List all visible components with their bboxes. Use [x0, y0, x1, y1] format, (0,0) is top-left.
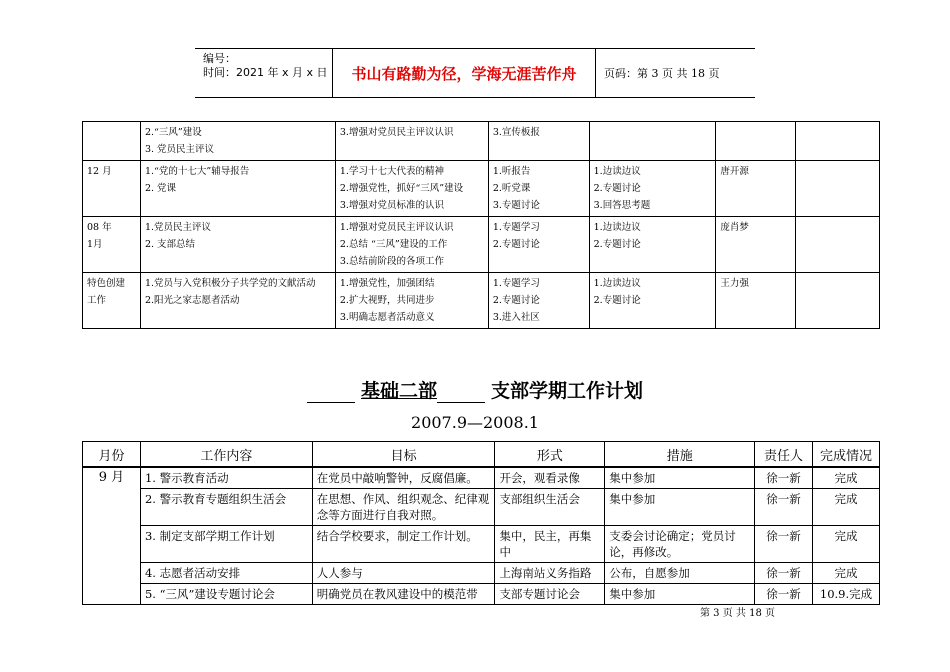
cell-form: 支部组织生活会	[495, 489, 605, 526]
cell-goal	[335, 273, 488, 329]
table-row	[83, 161, 880, 217]
cell-status	[796, 122, 880, 161]
header-page-label: 页码：第 3 页 共 18 页	[604, 67, 720, 80]
table-row	[83, 526, 880, 563]
plan-table-continued	[82, 121, 880, 329]
cell-line: 2.听党课	[492, 183, 531, 194]
cell-line: 特色创建	[87, 278, 126, 289]
cell-status: 完成	[813, 526, 880, 563]
cell-form	[488, 161, 589, 217]
table-row	[83, 273, 880, 329]
cell-line: 3. 党员民主评议	[144, 144, 215, 155]
cell-line: 1.增强党性，加强团结	[339, 278, 435, 289]
cell-line: 1.党员民主评议	[144, 222, 212, 233]
cell-line: 1.边读边议	[593, 166, 641, 177]
cell-content	[140, 161, 335, 217]
plan-period: 2007.9—2008.1	[411, 413, 539, 432]
column-header: 责任人	[755, 442, 813, 468]
cell-status	[796, 161, 880, 217]
cell-month	[83, 161, 141, 217]
cell-line: 3.专题讨论	[492, 200, 540, 211]
cell-line: 2.阳光之家志愿者活动	[144, 295, 240, 306]
cell-line: 1月	[87, 239, 103, 250]
cell-line: 2. 支部总结	[144, 239, 196, 250]
title-underline-gap	[437, 384, 485, 403]
cell-line: 3.宣传板报	[492, 127, 540, 138]
cell-status: 完成	[813, 563, 880, 584]
cell-line: 1.专题学习	[492, 222, 540, 233]
cell-person	[716, 122, 796, 161]
month-cell: 9 月	[83, 467, 141, 605]
cell-goal: 人人参与	[312, 563, 495, 584]
cell-form	[488, 122, 589, 161]
header-motto: 书山有路勤为径，学海无涯苦作舟	[333, 49, 596, 97]
page-footer: 第 3 页 共 18 页	[700, 608, 775, 619]
title-underline-lead	[307, 384, 355, 403]
cell-line: 2.专题讨论	[492, 295, 540, 306]
cell-measure	[589, 122, 716, 161]
cell-line: 1.边读边议	[593, 278, 641, 289]
cell-line: 2.专题讨论	[593, 295, 641, 306]
cell-measure	[589, 273, 716, 329]
cell-person: 徐一新	[755, 584, 813, 605]
cell-person: 徐一新	[755, 467, 813, 489]
cell-person: 徐一新	[755, 526, 813, 563]
cell-person	[716, 161, 796, 217]
cell-status: 完成	[813, 467, 880, 489]
cell-status	[796, 217, 880, 273]
cell-line: 3.总结前阶段的各项工作	[339, 256, 444, 267]
cell-form: 支部专题讨论会	[495, 584, 605, 605]
cell-measure	[589, 161, 716, 217]
table-row	[83, 467, 880, 489]
cell-line: 庞肖梦	[720, 222, 749, 233]
cell-measure: 支委会讨论确定；党员讨论，再修改。	[605, 526, 755, 563]
column-header: 形式	[495, 442, 605, 468]
cell-line: 1.专题学习	[492, 278, 540, 289]
cell-goal: 在思想、作风、组织观念、纪律观念等方面进行自我对照。	[312, 489, 495, 526]
column-header: 目标	[312, 442, 495, 468]
table-row	[83, 217, 880, 273]
cell-line: 2.专题讨论	[492, 239, 540, 250]
cell-measure: 集中参加	[605, 489, 755, 526]
cell-goal: 明确党员在教风建设中的模范带	[312, 584, 495, 605]
cell-person: 徐一新	[755, 489, 813, 526]
cell-content: 4. 志愿者活动安排	[140, 563, 312, 584]
cell-line: 2. 党课	[144, 183, 177, 194]
cell-month	[83, 273, 141, 329]
number-label: 编号：	[203, 52, 236, 65]
column-header: 月份	[83, 442, 141, 468]
cell-content	[140, 217, 335, 273]
cell-line: 1.听报告	[492, 166, 531, 177]
cell-line: 08 年	[87, 222, 112, 233]
cell-month	[83, 122, 141, 161]
cell-line: 2.增强党性，抓好“三风”建设	[339, 183, 464, 194]
cell-line: 1.边读边议	[593, 222, 641, 233]
cell-line: 2.总结 “三风”建设的工作	[339, 239, 448, 250]
cell-measure: 公布，自愿参加	[605, 563, 755, 584]
page-header	[195, 48, 755, 98]
cell-measure: 集中参加	[605, 584, 755, 605]
column-header: 措施	[605, 442, 755, 468]
table-row	[83, 489, 880, 526]
header-meta	[195, 49, 333, 97]
title-text: 支部学期工作计划	[491, 380, 644, 402]
cell-line: 12 月	[87, 166, 112, 177]
cell-goal: 在党员中敲响警钟，反腐倡廉。	[312, 467, 495, 489]
column-header: 工作内容	[140, 442, 312, 468]
cell-measure	[589, 217, 716, 273]
cell-content: 3. 制定支部学期工作计划	[140, 526, 312, 563]
cell-content	[140, 273, 335, 329]
cell-line: 2.扩大视野，共同进步	[339, 295, 435, 306]
cell-goal	[335, 161, 488, 217]
cell-form: 上海南站义务指路	[495, 563, 605, 584]
cell-line: 2.专题讨论	[593, 239, 641, 250]
cell-line: 2.“三风”建设	[144, 127, 202, 138]
cell-line: 3.明确志愿者活动意义	[339, 312, 435, 323]
cell-month	[83, 217, 141, 273]
cell-form	[488, 273, 589, 329]
cell-goal: 结合学校要求，制定工作计划。	[312, 526, 495, 563]
dept-name: 基础二部	[360, 380, 437, 402]
cell-status: 完成	[813, 489, 880, 526]
cell-line: 1.“党的十七大”辅导报告	[144, 166, 250, 177]
cell-line: 3.增强对党员标准的认识	[339, 200, 444, 211]
cell-line: 1.增强对党员民主评议认识	[339, 222, 454, 233]
cell-line: 工作	[87, 295, 107, 306]
cell-person	[716, 217, 796, 273]
cell-form	[488, 217, 589, 273]
cell-content: 2. 警示教育专题组织生活会	[140, 489, 312, 526]
cell-content: 5. “三风”建设专题讨论会	[140, 584, 312, 605]
table-row	[83, 122, 880, 161]
column-header: 完成情况	[813, 442, 880, 468]
cell-goal	[335, 217, 488, 273]
cell-form: 开会，观看录像	[495, 467, 605, 489]
cell-line: 1.学习十七大代表的精神	[339, 166, 444, 177]
cell-form: 集中，民主，再集中	[495, 526, 605, 563]
cell-line: 3.增强对党员民主评议认识	[339, 127, 454, 138]
cell-measure: 集中参加	[605, 467, 755, 489]
plan-title	[0, 376, 950, 403]
cell-content	[140, 122, 335, 161]
cell-line: 2.专题讨论	[593, 183, 641, 194]
cell-person: 徐一新	[755, 563, 813, 584]
table-row	[83, 563, 880, 584]
semester-plan-table	[82, 441, 880, 605]
cell-line: 1.党员与入党积极分子共学党的文献活动	[144, 278, 316, 289]
cell-line: 3.进入社区	[492, 312, 540, 323]
cell-line: 唐开源	[720, 166, 749, 177]
cell-goal	[335, 122, 488, 161]
date-label: 时间：2021 年 x 月 x 日	[203, 66, 328, 79]
cell-person	[716, 273, 796, 329]
cell-line: 3.回答思考题	[593, 200, 651, 211]
cell-content: 1. 警示教育活动	[140, 467, 312, 489]
cell-line: 王力强	[720, 278, 749, 289]
cell-status	[796, 273, 880, 329]
cell-status: 10.9.完成	[813, 584, 880, 605]
table-row	[83, 584, 880, 605]
